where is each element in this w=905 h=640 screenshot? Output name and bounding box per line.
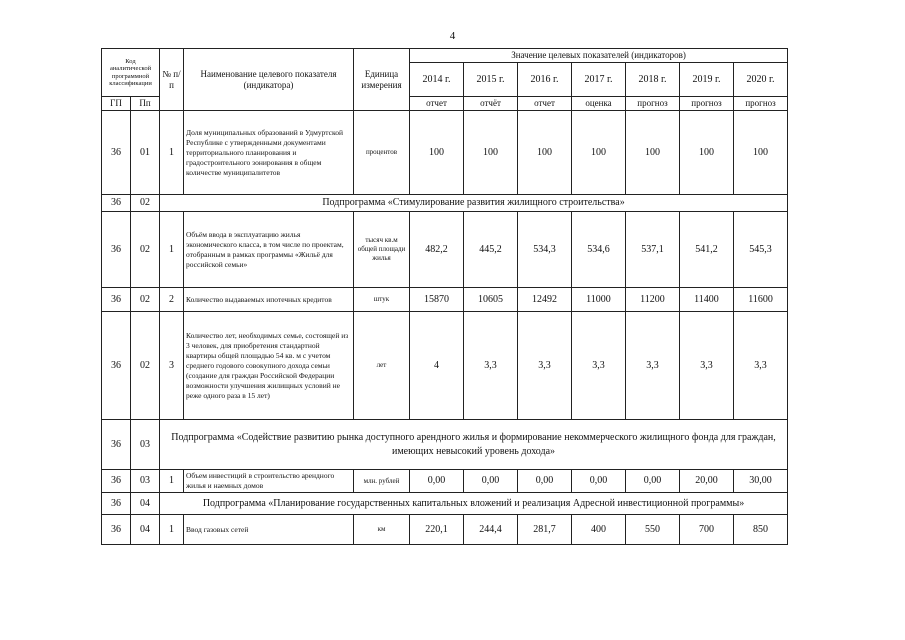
gp-cell: 36 (102, 470, 131, 493)
name-header: Наименование целевого показателя (индикатора) (184, 49, 354, 111)
unit-cell: млн. рублей (354, 470, 410, 493)
subprogram-title: Подпрограмма «Содействие развитию рынка доступного арендного жилья и формирование некоммерческого жилищного фонда для граждан, имеющих невысокий уровень дохода» (160, 420, 788, 470)
value-cell: 3,3 (626, 312, 680, 420)
pp-cell: 03 (131, 420, 160, 470)
code-header: Код аналитической программной классификации (102, 49, 160, 97)
table-row (102, 288, 788, 312)
year-header: 2020 г. (734, 63, 788, 97)
value-cell: 700 (680, 515, 734, 545)
value-cell: 100 (572, 111, 626, 195)
value-cell: 0,00 (410, 470, 464, 493)
value-cell: 534,6 (572, 212, 626, 288)
value-cell: 482,2 (410, 212, 464, 288)
unit-cell: процентов (354, 111, 410, 195)
value-cell: 3,3 (734, 312, 788, 420)
value-cell: 100 (518, 111, 572, 195)
pp-header: Пп (131, 97, 160, 111)
unit-cell: тысяч кв.м общей площади жилья (354, 212, 410, 288)
pp-cell: 02 (131, 312, 160, 420)
table-row (102, 470, 788, 493)
value-cell: 3,3 (518, 312, 572, 420)
value-cell: 541,2 (680, 212, 734, 288)
value-cell: 30,00 (734, 470, 788, 493)
value-cell: 10605 (464, 288, 518, 312)
indicator-name: Доля муниципальных образований в Удмуртской Республике с утвержденными документами территориального планирования и градостроительного зонирования в общем количестве муниципалитетов (184, 111, 354, 195)
type-header: прогноз (626, 97, 680, 111)
unit-cell: лет (354, 312, 410, 420)
value-cell: 0,00 (626, 470, 680, 493)
pp-cell: 02 (131, 288, 160, 312)
pp-cell: 02 (131, 195, 160, 212)
value-cell: 12492 (518, 288, 572, 312)
num-header: № п/п (160, 49, 184, 111)
value-cell: 220,1 (410, 515, 464, 545)
value-cell: 0,00 (518, 470, 572, 493)
value-cell: 3,3 (464, 312, 518, 420)
value-cell: 3,3 (680, 312, 734, 420)
type-header: отчет (518, 97, 572, 111)
indicators-table (101, 48, 788, 545)
type-header: отчёт (464, 97, 518, 111)
type-header: прогноз (734, 97, 788, 111)
value-cell: 11000 (572, 288, 626, 312)
indicator-name: Объём ввода в эксплуатацию жилья экономического класса, в том числе по проектам, отобранным в рамках программы «Жильё для российской семьи» (184, 212, 354, 288)
gp-cell: 36 (102, 111, 131, 195)
subprogram-row (102, 493, 788, 515)
pp-cell: 04 (131, 515, 160, 545)
subprogram-title: Подпрограмма «Стимулирование развития жилищного строительства» (160, 195, 788, 212)
value-cell: 244,4 (464, 515, 518, 545)
value-cell: 550 (626, 515, 680, 545)
gp-cell: 36 (102, 195, 131, 212)
value-cell: 3,3 (572, 312, 626, 420)
value-cell: 100 (680, 111, 734, 195)
table-row (102, 111, 788, 195)
value-cell: 15870 (410, 288, 464, 312)
num-cell: 1 (160, 212, 184, 288)
gp-cell: 36 (102, 493, 131, 515)
pp-cell: 02 (131, 212, 160, 288)
unit-header: Единица измерения (354, 49, 410, 111)
value-cell: 100 (410, 111, 464, 195)
gp-cell: 36 (102, 288, 131, 312)
year-header: 2018 г. (626, 63, 680, 97)
table-row (102, 312, 788, 420)
value-cell: 100 (626, 111, 680, 195)
pp-cell: 03 (131, 470, 160, 493)
value-cell: 4 (410, 312, 464, 420)
value-cell: 11400 (680, 288, 734, 312)
year-header: 2014 г. (410, 63, 464, 97)
value-cell: 445,2 (464, 212, 518, 288)
subprogram-row (102, 420, 788, 470)
num-cell: 1 (160, 111, 184, 195)
table-row (102, 212, 788, 288)
num-cell: 1 (160, 515, 184, 545)
value-cell: 100 (734, 111, 788, 195)
page-number: 4 (449, 30, 456, 42)
indicator-name: Ввод газовых сетей (184, 515, 354, 545)
indicator-name: Объем инвестиций в строительство арендного жилья и наемных домов (184, 470, 354, 493)
value-cell: 545,3 (734, 212, 788, 288)
pp-cell: 01 (131, 111, 160, 195)
gp-header: ГП (102, 97, 131, 111)
gp-cell: 36 (102, 312, 131, 420)
type-header: отчет (410, 97, 464, 111)
value-cell: 11200 (626, 288, 680, 312)
type-header: оценка (572, 97, 626, 111)
num-cell: 2 (160, 288, 184, 312)
num-cell: 3 (160, 312, 184, 420)
value-cell: 400 (572, 515, 626, 545)
indicator-name: Количество лет, необходимых семье, состоящей из 3 человек, для приобретения стандартной квартиры общей площадью 54 кв. м с учетом среднего годового совокупного дохода семьи (создание для граждан Российской Федерации возможности улучшения жилищных условий не реже одного раза в 15 лет) (184, 312, 354, 420)
gp-cell: 36 (102, 212, 131, 288)
value-cell: 534,3 (518, 212, 572, 288)
year-header: 2015 г. (464, 63, 518, 97)
num-cell: 1 (160, 470, 184, 493)
unit-cell: штук (354, 288, 410, 312)
value-cell: 100 (464, 111, 518, 195)
year-header: 2019 г. (680, 63, 734, 97)
value-cell: 11600 (734, 288, 788, 312)
table-row (102, 515, 788, 545)
gp-cell: 36 (102, 420, 131, 470)
indicator-name: Количество выдаваемых ипотечных кредитов (184, 288, 354, 312)
year-header: 2017 г. (572, 63, 626, 97)
pp-cell: 04 (131, 493, 160, 515)
values-header: Значение целевых показателей (индикаторов) (410, 49, 788, 63)
value-cell: 537,1 (626, 212, 680, 288)
year-header: 2016 г. (518, 63, 572, 97)
value-cell: 281,7 (518, 515, 572, 545)
subprogram-title: Подпрограмма «Планирование государственных капитальных вложений и реализация Адресной инвестиционной программы» (160, 493, 788, 515)
gp-cell: 36 (102, 515, 131, 545)
subprogram-row (102, 195, 788, 212)
unit-cell: км (354, 515, 410, 545)
value-cell: 0,00 (464, 470, 518, 493)
value-cell: 850 (734, 515, 788, 545)
type-header: прогноз (680, 97, 734, 111)
value-cell: 20,00 (680, 470, 734, 493)
value-cell: 0,00 (572, 470, 626, 493)
